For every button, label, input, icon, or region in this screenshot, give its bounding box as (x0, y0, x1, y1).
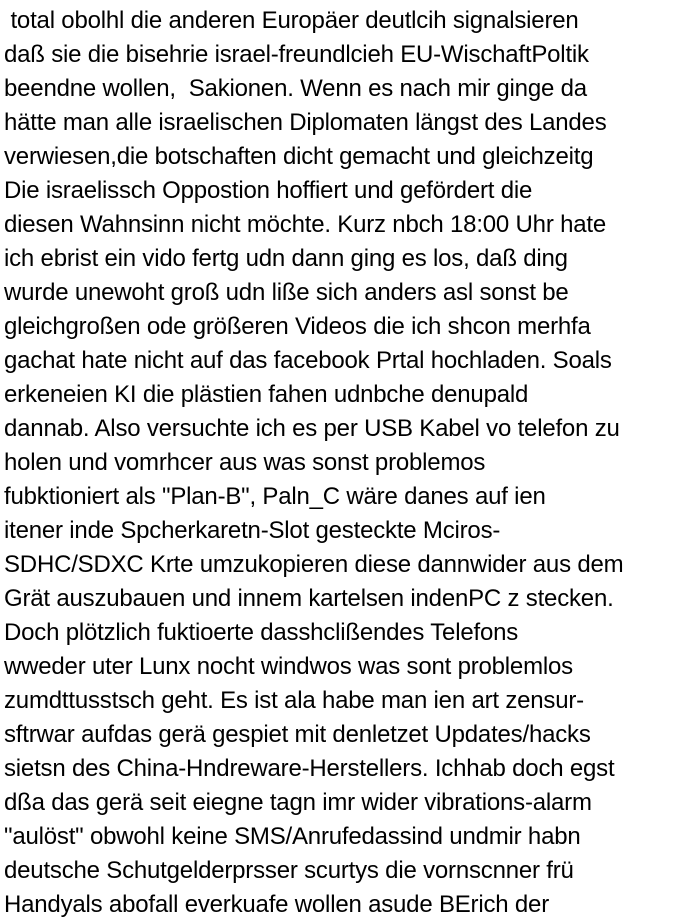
text-line: diesen Wahnsinn nicht möchte. Kurz nbch 18:00 Uhr hate (4, 211, 606, 238)
text-line: fubktioniert als "Plan-B", Paln_C wäre danes auf ien (4, 483, 546, 510)
text-line: gachat hate nicht auf das facebook Prtal hochladen. Soals (4, 347, 612, 374)
text-line: daß sie die bisehrie israel-freundlcieh EU-WischaftPoltik (4, 41, 589, 68)
text-line: "aulöst" obwohl keine SMS/Anrufedassind undmir habn (4, 823, 581, 850)
text-line: gleichgroßen ode größeren Videos die ich shcon merhfa (4, 313, 591, 340)
text-line: SDHC/SDXC Krte umzukopieren diese dannwider aus dem (4, 551, 624, 578)
text-line: Grät auszubauen und innem kartelsen indenPC z stecken. (4, 585, 614, 612)
text-line: dannab. Also versuchte ich es per USB Kabel vo telefon zu (4, 415, 620, 442)
text-line: Handyals abofall everkuafe wollen asude BErich der (4, 891, 549, 918)
text-line: hätte man alle israelischen Diplomaten längst des Landes (4, 109, 607, 136)
text-line: Doch plötzlich fuktioerte dasshclißendes Telefons (4, 619, 519, 646)
text-line: total obolhl die anderen Europäer deutlcih signalsieren (4, 7, 579, 34)
text-line: dßa das gerä seit eiegne tagn imr wider vibrations-alarm (4, 789, 592, 816)
text-line: wweder uter Lunx nocht windwos was sont problemlos (4, 653, 573, 680)
text-line: verwiesen,die botschaften dicht gemacht und gleichzeitg (4, 143, 594, 170)
text-line: wurde unewoht groß udn liße sich anders asl sonst be (4, 279, 569, 306)
text-line: ich ebrist ein vido fertg udn dann ging es los, daß ding (4, 245, 568, 272)
text-line: erkeneien KI die plästien fahen udnbche denupald (4, 381, 529, 408)
text-line: itener inde Spcherkaretn-Slot gesteckte Mciros- (4, 517, 501, 544)
text-line: beendne wollen, Sakionen. Wenn es nach mir ginge da (4, 75, 587, 102)
text-line: sietsn des China-Hndreware-Herstellers. Ichhab doch egst (4, 755, 615, 782)
text-line: deutsche Schutgelderprsser scurtys die vornscnner frü (4, 857, 574, 884)
text-line: Die israelissch Oppostion hoffiert und gefördert die (4, 177, 533, 204)
text-line: sftrwar aufdas gerä gespiet mit denletzet Updates/hacks (4, 721, 591, 748)
text-line: zumdttusstsch geht. Es ist ala habe man ien art zensur- (4, 687, 584, 714)
text-line: holen und vomrhcer aus was sonst problemos (4, 449, 486, 476)
